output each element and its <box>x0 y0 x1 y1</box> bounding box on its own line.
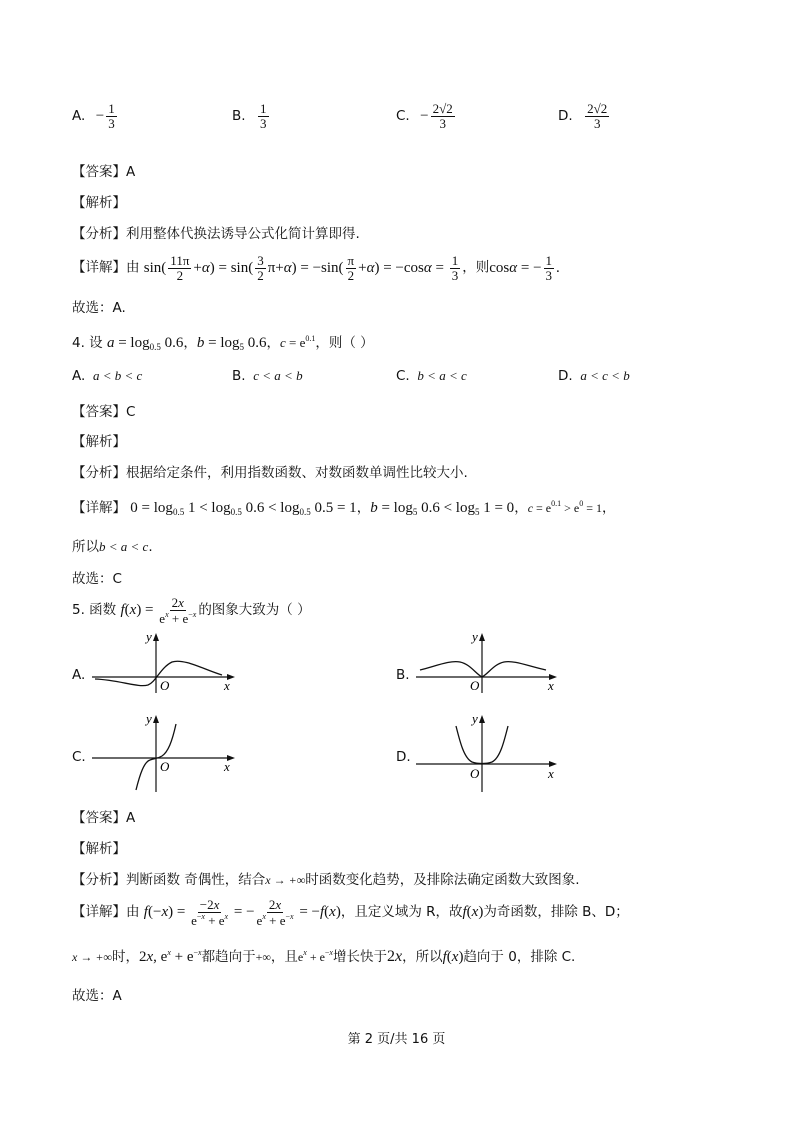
svg-text:x: x <box>224 759 230 774</box>
q4-jiexi-label: 【解析】 <box>72 434 126 450</box>
graph-a-label: A. <box>72 667 86 683</box>
graph-b-label: B. <box>396 667 410 683</box>
graph-c <box>90 712 240 794</box>
graph-b <box>414 630 564 695</box>
q3-conclusion: 故选：A. <box>72 300 126 316</box>
svg-text:O: O <box>160 678 170 693</box>
q5-fenxi: 【分析】判断函数 奇偶性，结合x → +∞时函数变化趋势，及排除法确定函数大致图象. <box>72 872 580 888</box>
q3-detail: 【详解】由 sin( $\frac{11\pi}{2}$ +α) = sin( $\frac{3}{2}$ π+α) = −sin( $\frac{\pi}{2}$ +α) = −cosα = $\frac{1}{3}$ ，则cosα = − $\frac{1}{3}$ . <box>72 253 560 283</box>
svg-text:y: y <box>472 712 478 726</box>
page-footer: 第 2 页/共 16 页 <box>347 1032 446 1047</box>
q4-fenxi: 【分析】根据给定条件，利用指数函数、对数函数单调性比较大小. <box>72 465 468 481</box>
q3-option-c: C. − $\frac{2√2}{3}$ <box>396 101 453 131</box>
svg-text:y: y <box>472 630 478 644</box>
q5-detail: 【详解】由 f(−x) = $\frac{-2x}{e^{-x} + e^x}$ = − $\frac{2x}{e^x + e^{-x}}$ = −f(x)，且定义域为 R，故f(x)为奇函数，排除 B、D； <box>72 897 629 928</box>
svg-text:O: O <box>160 759 170 774</box>
q5-answer: 【答案】A <box>72 810 136 826</box>
q3-option-d: D. $\frac{2√2}{3}$ <box>558 101 608 131</box>
q4-option-a: A. a < b < c <box>72 368 143 384</box>
q4-option-d: D. a < c < b <box>558 368 630 384</box>
q3-answer: 【答案】A <box>72 164 136 180</box>
svg-text:O: O <box>470 678 480 693</box>
q3-fenxi: 【分析】利用整体代换法诱导公式化简计算即得. <box>72 226 360 242</box>
svg-text:x: x <box>548 678 554 693</box>
q5-conclusion: 故选：A <box>72 988 122 1004</box>
q3-option-b: B. $\frac{1}{3}$ <box>232 101 267 131</box>
q3-jiexi-label: 【解析】 <box>72 195 126 211</box>
graph-c-label: C. <box>72 749 86 765</box>
q4-stem: 4. 设 $a = \log_{0.5} 0.6$，$b = \log_5 0.6$，$c = e^{0.1}$，则（ ） <box>72 334 374 352</box>
svg-text:O: O <box>470 766 480 781</box>
svg-text:x: x <box>548 766 554 781</box>
q4-suoyi: 所以b < a < c. <box>72 539 153 555</box>
q4-option-c: C. b < a < c <box>396 368 467 384</box>
svg-text:x: x <box>224 678 230 693</box>
graph-d <box>414 712 564 794</box>
q5-stem: 5. 函数 f(x) = $\frac{2x}{e^x + e^{-x}}$ 的图象大致为（ ） <box>72 595 311 626</box>
q3-option-a: A. − $\frac{1}{3}$ <box>72 101 115 131</box>
q4-conclusion: 故选：C <box>72 571 122 587</box>
svg-text:y: y <box>146 712 152 726</box>
q4-option-b: B. c < a < b <box>232 368 303 384</box>
q5-detail-line2: x → +∞时，2x, $e^x + e^{-x}$都趋向于+∞，且$e^x + e^{-x}$增长快于2x，所以f(x)趋向于 0，排除 C. <box>72 948 576 965</box>
q4-answer: 【答案】C <box>72 404 136 420</box>
q4-detail: 【详解】 $0 = \log_{0.5} 1 < \log_{0.5} 0.6 < \log_{0.5} 0.5 = 1$，$b = \log_5 0.6 < \log_5 1 = 0$，$c = e^{0.1} > e^0 = 1$， <box>72 499 616 517</box>
svg-text:y: y <box>146 630 152 644</box>
q5-jiexi-label: 【解析】 <box>72 841 126 857</box>
graph-a <box>90 630 240 695</box>
graph-d-label: D. <box>396 749 411 765</box>
